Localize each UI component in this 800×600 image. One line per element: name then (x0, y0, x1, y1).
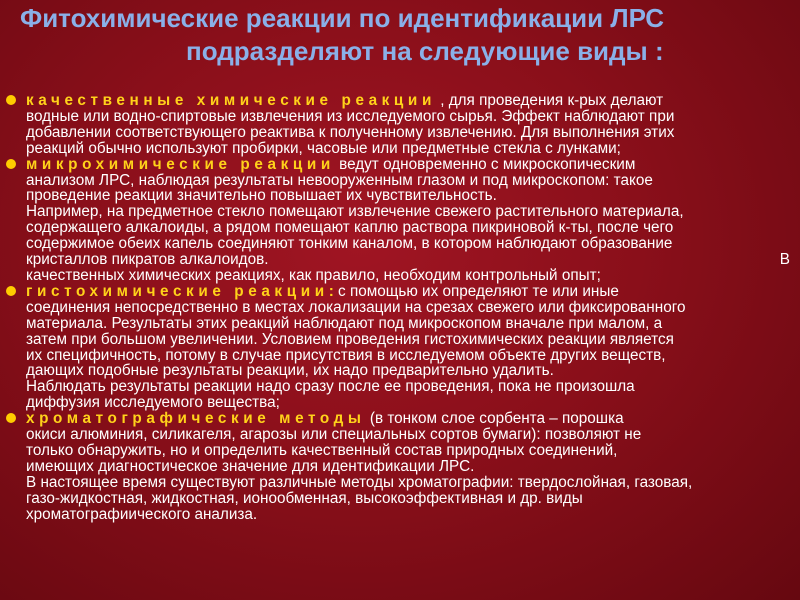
list-item-histochemical-reactions (4, 284, 794, 411)
item-lead: с помощью их определяют те или иные (333, 282, 619, 300)
item-line: имеющих диагностическое значение для идентификации ЛРС. (26, 457, 475, 475)
item-text (26, 411, 794, 522)
item-term: хроматографические методы (26, 410, 366, 428)
item-lead: (в тонком слое сорбента – порошка (365, 410, 624, 428)
item-line: диффузия исследуемого вещества; (26, 394, 280, 412)
item-term: качественные химические реакции (26, 92, 436, 109)
item-line: Например, на предметное стекло помещают извлечение свежего растительного материала, (26, 203, 684, 221)
item-line: качественных химических реакциях, как правило, необходим контрольный опыт; (26, 266, 601, 284)
item-line: кристаллов пикратов алкалоидов. (26, 251, 269, 269)
item-line: анализом ЛРС, наблюдая результаты невооруженным глазом и под микроскопом: такое (26, 171, 653, 189)
item-line: газо-жидкостная, жидкостная, ионообменная, высокоэффективная и др. виды (26, 489, 583, 507)
item-line: реакций обычно используют пробирки, часовые или предметные стекла с лунками; (26, 139, 621, 157)
item-line: материала. Результаты этих реакций наблюдают под микроскопом вначале при малом, а (26, 314, 663, 332)
item-line: добавлении соответствующего реактива к полученному извлечению. Для выполнения этих (26, 123, 675, 141)
item-line: Наблюдать результаты реакции надо сразу после ее проведения, пока не произошла (26, 378, 635, 396)
item-lead: ведут одновременно с микроскопическим (334, 155, 636, 173)
item-term: микрохимические реакции (26, 155, 335, 173)
slide-title (0, 2, 800, 68)
item-line: окиси алюминия, силикагеля, агарозы или специальных сортов бумаги): позволяют не (26, 426, 642, 444)
item-line: В настоящее время существуют различные методы хроматографии: твердослойная, газовая, (26, 473, 693, 491)
content-list (4, 93, 794, 522)
list-item-chromatographic-methods (4, 411, 794, 522)
item-line: водные или водно-спиртовые извлечения из исследуемого сырья. Эффект наблюдают при (26, 107, 675, 125)
item-right-word: В (779, 251, 790, 269)
title-line-1: Фитохимические реакции по идентификации ЛРС (20, 3, 665, 33)
item-text (26, 284, 794, 411)
item-line: их специфичность, потому в случае присутствия в исследуемом объекте других веществ, (26, 346, 666, 364)
bullet-icon (6, 413, 16, 423)
item-line: дающих подобные результаты реакции, их надо предварительно удалить. (26, 362, 554, 380)
item-lead: , для проведения к-рых делают (435, 92, 664, 109)
item-text (26, 93, 794, 157)
item-line: проведение реакции значительно повышает их чувствительность. (26, 187, 497, 205)
bullet-icon (6, 95, 16, 105)
item-line: только обнаружить, но и определить качественный состав природных соединений, (26, 441, 618, 459)
item-term-colon: : (328, 282, 334, 300)
item-line: хроматографиического анализа. (26, 505, 258, 523)
item-line: содержащего алкалоиды, а рядом помещают каплю раствора пикриновой к-ты, после чего (26, 219, 674, 237)
item-term: гистохимические реакции (26, 282, 329, 300)
item-line: соединения непосредственно в местах локализации на срезах свежего или фиксированного (26, 298, 686, 316)
item-text (26, 157, 794, 284)
bullet-icon (6, 286, 16, 296)
list-item-qualitative-reactions (4, 93, 794, 157)
list-item-microchemical-reactions (4, 157, 794, 284)
item-line: затем при большом увеличении. Условием проведения гистохимических реакции является (26, 330, 674, 348)
bullet-icon (6, 159, 16, 169)
item-line: содержимое обеих капель соединяют тонким каналом, в котором наблюдают образование (26, 235, 673, 253)
title-line-2: подразделяют на следующие виды : (186, 36, 664, 66)
